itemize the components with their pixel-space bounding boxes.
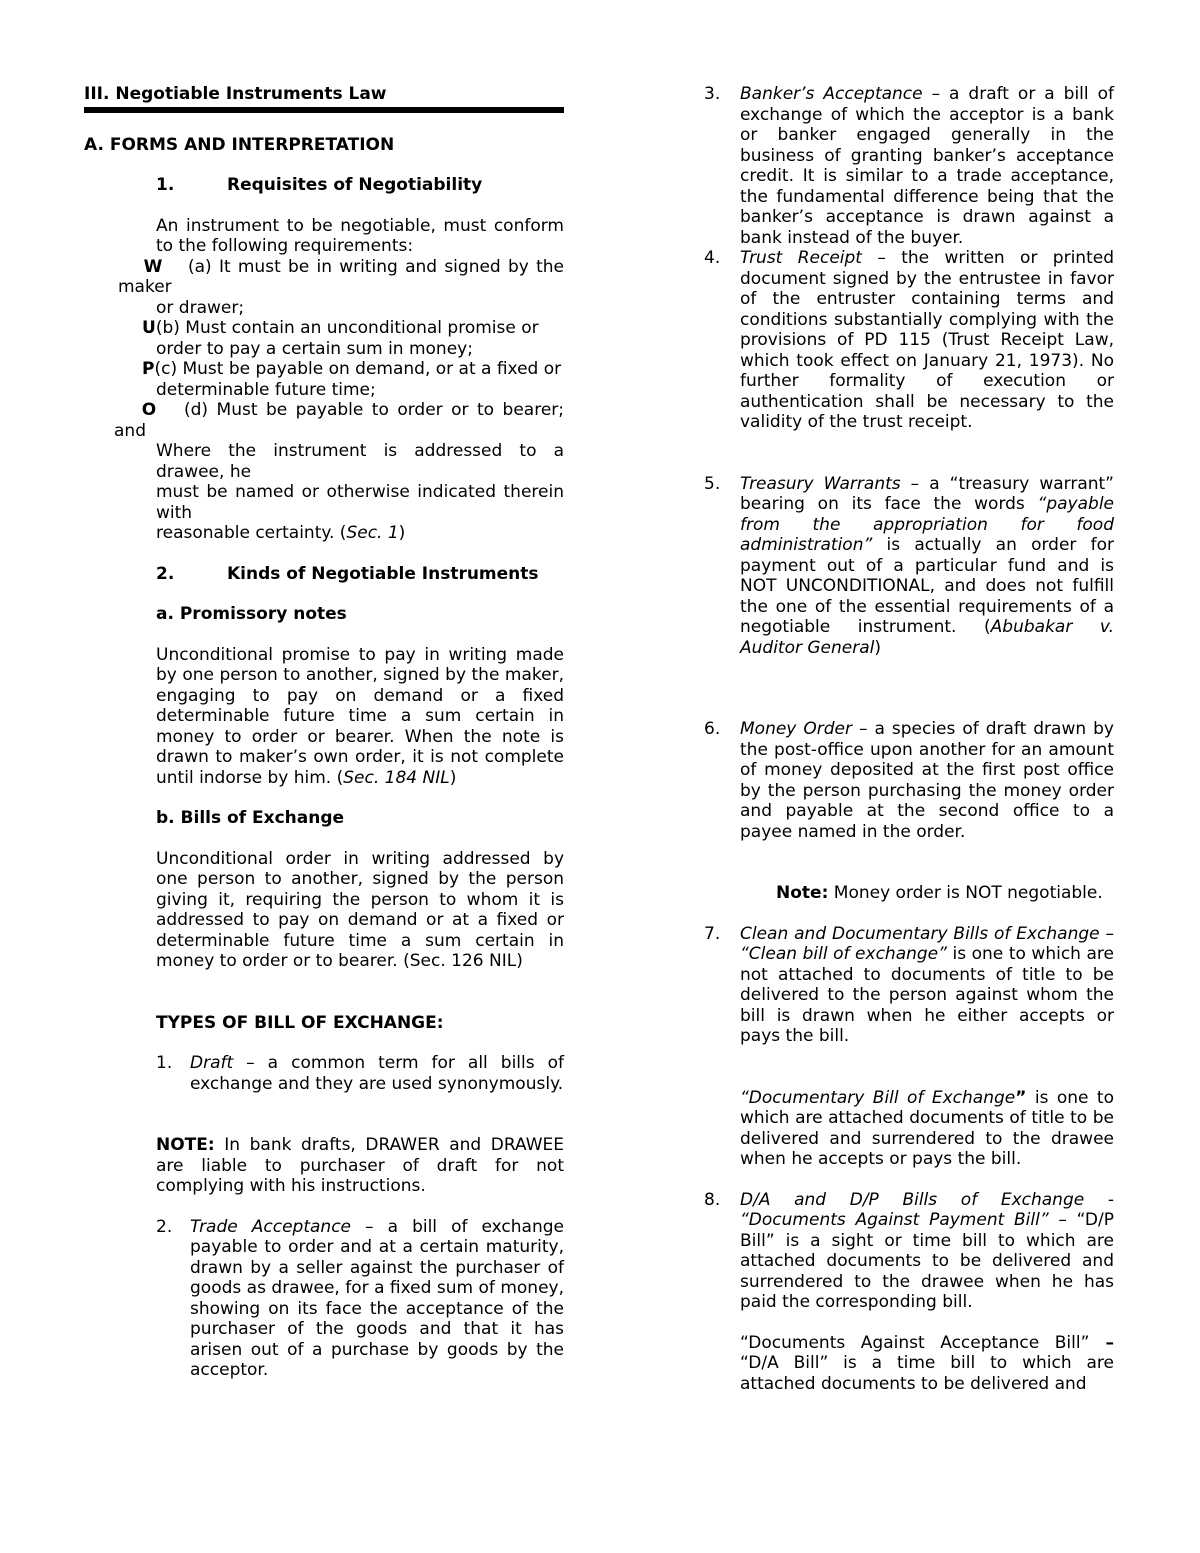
list-item-bankers-acceptance (704, 84, 1114, 248)
part-title: A. FORMS AND INTERPRETATION (84, 134, 395, 155)
list-text (704, 924, 1114, 1047)
definition: – “D/P Bill” is a sight or time bill to which are attached documents to be delivered and surrendered to the drawee when he has paid the corresponding bill. (740, 1210, 1114, 1312)
req-tail-text: reasonable certainty. ( (156, 523, 347, 543)
note-label: NOTE: (156, 1135, 215, 1155)
term: “Documents Against Payment Bill” (740, 1210, 1049, 1230)
quoted-words: “payable from the appropriation for food administration” (740, 494, 1114, 555)
list-number: 1. (156, 1053, 173, 1073)
req-u-cont: order to pay a certain sum in money; (156, 338, 473, 359)
mnemonic-letter: O (141, 400, 157, 420)
term: “Documents Against Acceptance Bill” (740, 1332, 1090, 1353)
term: Banker’s Acceptance (740, 84, 923, 104)
list-item-trade-acceptance (84, 1217, 564, 1381)
bills-of-exchange-title: b. Bills of Exchange (156, 808, 345, 828)
req-p-cont: determinable future time; (156, 379, 376, 400)
list-item-treasury-warrants (704, 474, 1114, 659)
term: Trust Receipt (740, 248, 862, 268)
mnemonic-letter: U (142, 318, 156, 338)
types-title: TYPES OF BILL OF EXCHANGE: (156, 1012, 444, 1033)
list-item-draft (84, 1053, 564, 1094)
list-text (704, 1190, 1114, 1313)
promissory-notes-body (84, 645, 564, 789)
list-item-clean-documentary (704, 924, 1114, 1170)
req-intro-text: An instrument to be negotiable, must conform (156, 215, 564, 236)
right-column (704, 84, 1114, 1394)
list-item-money-order (704, 719, 1114, 842)
req-intro-line2: to the following requirements: (156, 236, 414, 256)
definition: – a species of draft drawn by the post-office upon another for an amount of money deposited at the first post office by the person purchasing the money order and payable at the second office to a payee named in the order. (740, 719, 1114, 842)
mnemonic-letter: W (143, 256, 163, 277)
req-p (84, 359, 564, 380)
term: Draft (190, 1053, 234, 1073)
heading-text: Requisites of Negotiability (227, 175, 483, 195)
list-text (704, 474, 1114, 659)
promissory-notes-title: a. Promissory notes (156, 604, 347, 624)
term: Clean and Documentary Bills of Exchange – “Clean bill of exchange” (740, 923, 1114, 964)
left-column (84, 84, 564, 1381)
heading-kinds (84, 564, 564, 585)
pn-text: Unconditional promise to pay in writing made by one person to another, signed by the maker, engaging to pay on demand or a fixed determinable future time a sum certain in money to order or bearer. When the note is drawn to maker’s own order, it is not complete until indorse by him. ( (156, 644, 564, 788)
title-rule (84, 107, 564, 113)
req-o-text: (d) Must be payable to order or to bearer; and (114, 400, 564, 441)
term: D/A and D/P Bills of Exchange (740, 1189, 1085, 1210)
definition: – the written or printed document signed by the entrustee in favor of the entruster containing terms and conditions substantially complying with the provisions of PD 115 (Trust Receipt Law, which took effect on January 21, 1973). No further formality of execution or authentication shall be necessary to the validity of the trust receipt. (740, 248, 1114, 432)
req-tail-a: Where the instrument is addressed to a drawee, he (156, 441, 564, 482)
req-tail-b: must be named or otherwise indicated therein with (156, 482, 564, 523)
quote-mark: ” (1015, 1087, 1027, 1108)
heading-text: Kinds of Negotiable Instruments (227, 563, 539, 584)
definition: – a bill of exchange payable to order and at a certain maturity, drawn by a seller against the purchaser of goods as drawee, for a fixed sum of money, showing on its face the acceptance of the purchaser of the goods and that it has arisen out of a purchase by goods by the acceptor. (190, 1216, 564, 1380)
req-tail-c (84, 523, 564, 544)
heading-requisites (84, 175, 564, 196)
note-bank-drafts (84, 1135, 564, 1197)
da-bill-text (704, 1333, 1114, 1395)
note-text: In bank drafts, DRAWER and DRAWEE are liable to purchaser of draft for not complying with his instructions. (156, 1135, 564, 1196)
req-u (84, 318, 564, 339)
heading-number: 2. (156, 563, 175, 584)
req-p-text: (c) Must be payable on demand, or at a fixed or (154, 359, 562, 379)
citation: Sec. 184 NIL (343, 767, 450, 788)
list-number: 6. (704, 719, 721, 739)
pn-end: ) (449, 767, 457, 788)
note-money-order (704, 883, 1114, 904)
definition: – a “treasury warrant” bearing on its face the words (740, 473, 1114, 514)
definition-cont: is actually an order for payment out of a particular fund and is NOT UNCONDITIONAL, and does not fulfill the one of the essential requirements of a negotiable instrument. ( (740, 535, 1114, 637)
list-text (84, 1217, 564, 1381)
definition: is one to which are attached documents of title to be delivered and surrendered to the drawee when he accepts or pays the bill. (740, 1087, 1115, 1169)
req-tail-end: ) (398, 523, 406, 543)
citation: Abubakar v. Auditor General (740, 617, 1114, 658)
list-text (704, 248, 1114, 433)
term: Money Order (740, 719, 852, 739)
definition: – a common term for all bills of exchange and they are used synonymously. (190, 1053, 564, 1094)
dash: – (1089, 1332, 1115, 1353)
list-number: 2. (156, 1216, 173, 1237)
definition: – a draft or a bill of exchange of which the acceptor is a bank or banker engaged generally in the business of granting banker’s acceptance credit. It is similar to a trade acceptance, the fundamental difference being that the banker’s acceptance is drawn against a bank instead of the buyer. (740, 84, 1114, 248)
req-intro-line (84, 216, 564, 237)
bills-of-exchange-body: Unconditional order in writing addressed by one person to another, signed by the person giving it, requiring the person to whom it is addressed to pay on demand or at a fixed or determinable future time a sum certain in money to order or to bearer. (Sec. 126 NIL) (156, 848, 564, 971)
list-number: 7. (704, 923, 721, 944)
section-title: III. Negotiable Instruments Law (84, 84, 387, 104)
list-number: 4. (704, 248, 721, 268)
req-w-cont: or drawer; (156, 297, 245, 318)
list-number: 3. (704, 84, 721, 104)
list-text (704, 719, 1114, 842)
mnemonic-letter: P (142, 359, 155, 379)
list-item-da-dp (704, 1190, 1114, 1395)
list-text (704, 84, 1114, 248)
requisites-block (84, 216, 564, 544)
req-o (84, 400, 564, 441)
req-w-text: (a) It must be in writing and signed by the maker (118, 256, 564, 297)
req-w (84, 257, 564, 298)
definition: is one to which are not attached to documents of title to be delivered to the person against whom the bill is drawn when he either accepts or pays the bill. (740, 944, 1114, 1046)
citation-end: ) (874, 637, 882, 658)
list-number: 8. (704, 1189, 721, 1210)
term: Trade Acceptance (190, 1216, 352, 1237)
list-number: 5. (704, 473, 721, 494)
definition: “D/A Bill” is a time bill to which are attached documents to be delivered and (740, 1353, 1114, 1394)
list-item-trust-receipt (704, 248, 1114, 433)
citation: Sec. 1 (346, 523, 399, 543)
term: “Documentary Bill of Exchange (740, 1087, 1016, 1108)
documentary-bill-text (704, 1088, 1114, 1170)
req-u-text: (b) Must contain an unconditional promise or (155, 318, 539, 338)
note-label: Note: (776, 883, 829, 903)
dash: - (1084, 1189, 1114, 1210)
note-text: Money order is NOT negotiable. (828, 883, 1103, 903)
term: Treasury Warrants (740, 473, 901, 494)
heading-number: 1. (156, 175, 175, 195)
